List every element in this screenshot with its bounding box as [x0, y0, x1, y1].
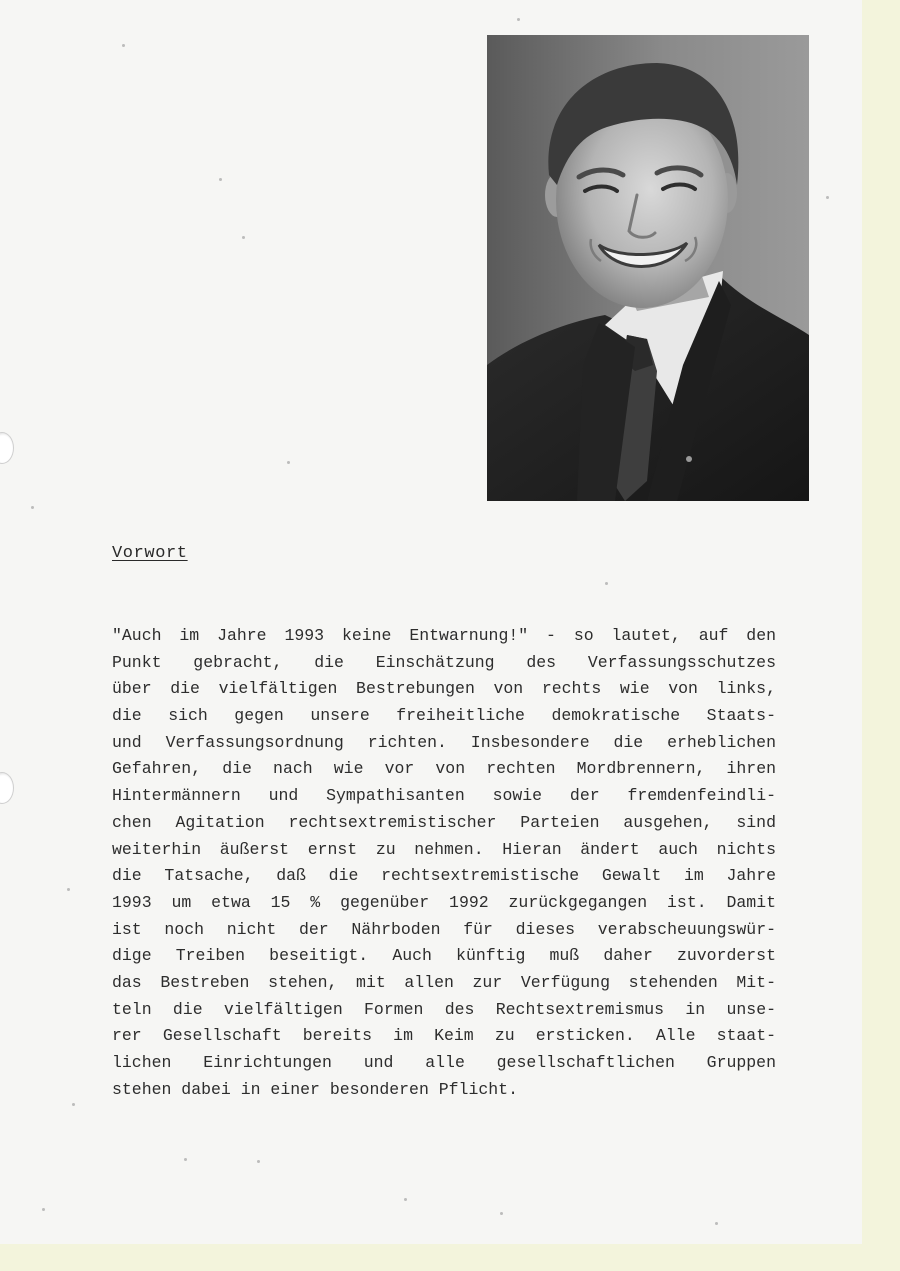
- scan-speck: [404, 1198, 407, 1201]
- scan-speck: [72, 1103, 75, 1106]
- text-line: chen Agitation rechtsextremistischer Parteien ausgehen, sind: [112, 812, 776, 832]
- scan-speck: [242, 236, 245, 239]
- scan-speck: [184, 1158, 187, 1161]
- scan-speck: [826, 196, 829, 199]
- scan-speck: [122, 44, 125, 47]
- scan-speck: [31, 506, 34, 509]
- punch-hole-bottom: [0, 772, 14, 804]
- text-line: "Auch im Jahre 1993 keine Entwarnung!" - so lautet, auf den: [112, 626, 776, 645]
- text-line: weiterhin äußerst ernst zu nehmen. Hieran ändert auch nichts: [112, 839, 776, 859]
- scan-speck: [257, 1160, 260, 1163]
- text-line: ist noch nicht der Nährboden für dieses verabscheuungswür-: [112, 919, 776, 939]
- body-paragraph: [112, 623, 776, 1103]
- text-line: stehen dabei in einer besonderen Pflicht.: [112, 1079, 518, 1099]
- text-line: lichen Einrichtungen und alle gesellschaftlichen Gruppen: [112, 1053, 776, 1072]
- scan-speck: [219, 178, 222, 181]
- scan-speck: [517, 18, 520, 21]
- text-line: das Bestreben stehen, mit allen zur Verfügung stehenden Mit-: [112, 972, 776, 992]
- scan-speck: [500, 1212, 503, 1215]
- scan-speck: [67, 888, 70, 891]
- text-line: und Verfassungsordnung richten. Insbesondere die erheblichen: [112, 732, 776, 752]
- scan-speck: [287, 461, 290, 464]
- text-line: Punkt gebracht, die Einschätzung des Verfassungsschutzes: [112, 652, 776, 672]
- text-line: über die vielfältigen Bestrebungen von rechts wie von links,: [112, 679, 776, 699]
- punch-hole-top: [0, 432, 14, 464]
- text-line: rer Gesellschaft bereits im Keim zu ersticken. Alle staat-: [112, 1026, 776, 1046]
- text-line: dige Treiben beseitigt. Auch künftig muß daher zuvorderst: [112, 946, 776, 966]
- section-heading: Vorwort: [112, 544, 188, 563]
- text-line: die Tatsache, daß die rechtsextremistische Gewalt im Jahre: [112, 866, 776, 886]
- portrait-photo: [487, 35, 809, 501]
- scan-speck: [715, 1222, 718, 1225]
- text-line: Hintermännern und Sympathisanten sowie der fremdenfeindli-: [112, 786, 776, 806]
- scan-speck: [42, 1208, 45, 1211]
- text-line: teln die vielfältigen Formen des Rechtsextremismus in unse-: [112, 999, 776, 1019]
- text-line: 1993 um etwa 15 % gegenüber 1992 zurückgegangen ist. Damit: [112, 892, 776, 912]
- text-line: Gefahren, die nach wie vor von rechten Mordbrennern, ihren: [112, 759, 776, 779]
- text-line: die sich gegen unsere freiheitliche demokratische Staats-: [112, 706, 776, 726]
- scan-speck: [605, 582, 608, 585]
